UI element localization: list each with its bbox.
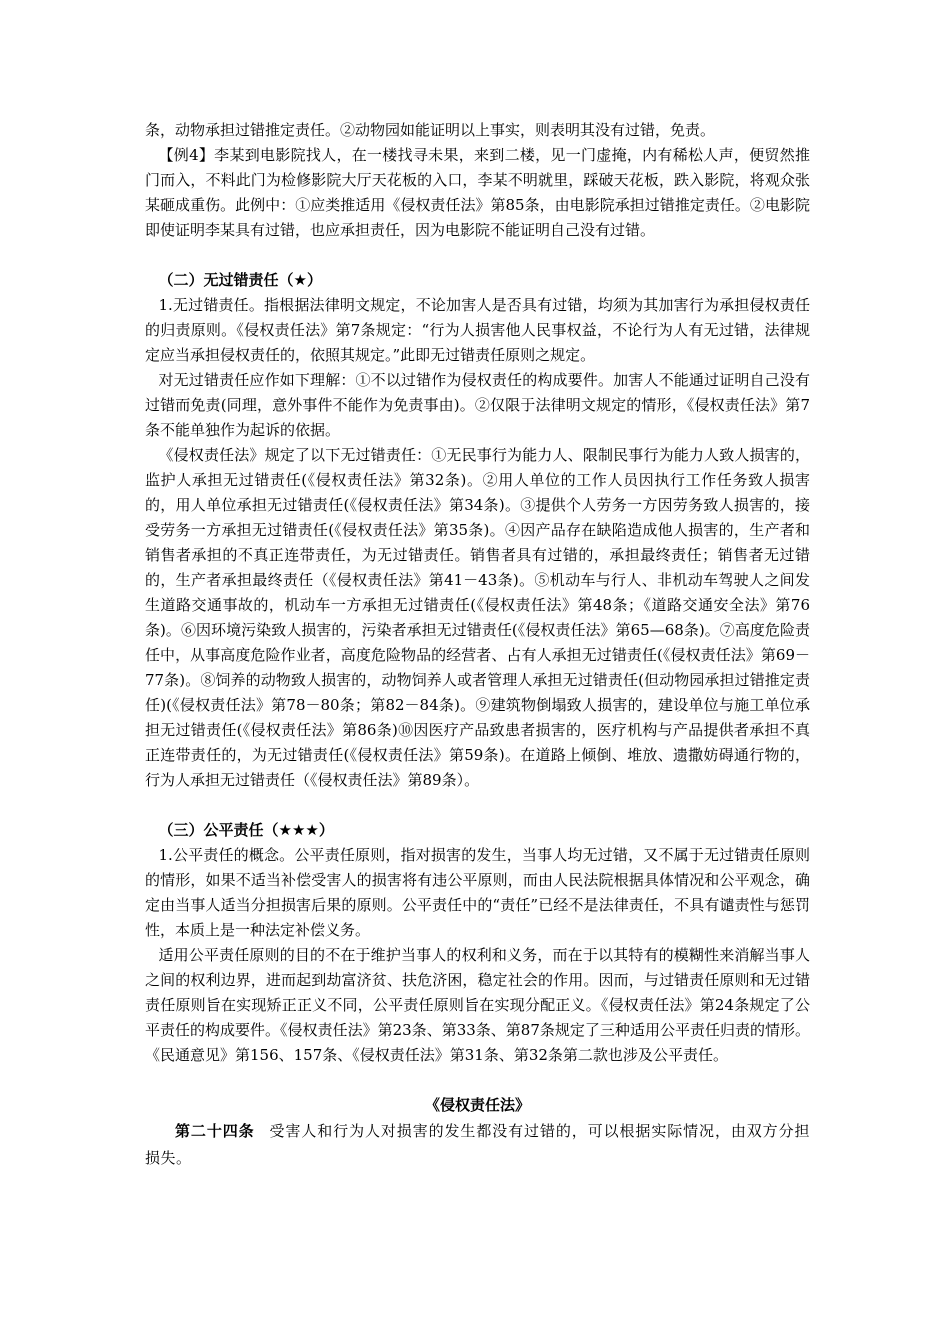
- article-text: 受害人和行为人对损害的发生都没有过错的，可以根据实际情况，由双方分担损失。: [145, 1122, 810, 1167]
- spacer: [145, 243, 810, 268]
- law-article: [145, 1118, 810, 1172]
- spacer: [145, 793, 810, 818]
- paragraph-no-fault-understanding: 对无过错责任应作如下理解：①不以过错作为侵权责任的构成要件。加害人不能通过证明自己没有过错而免责(同理，意外事件不能作为免责事由)。②仅限于法律明文规定的情形，《侵权责任法》第7条不能单独作为起诉的依据。: [145, 371, 810, 439]
- article-number: 第二十四条: [175, 1122, 255, 1140]
- section-heading-fair-liability: （三）公平责任（★★★）: [158, 821, 334, 839]
- paragraph-fair-liability-concept: 1.公平责任的概念。公平责任原则，指对损害的发生，当事人均无过错，又不属于无过错责任原则的情形，如果不适当补偿受害人的损害将有违公平原则，而由人民法院根据具体情况和公平观念，确定由当事人适当分担损害后果的原则。公平责任中的“责任”已经不是法律责任，不具有谴责性与惩罚性，本质上是一种法定补偿义务。: [145, 846, 810, 939]
- paragraph-no-fault-definition: 1.无过错责任。指根据法律明文规定，不论加害人是否具有过错，均须为其加害行为承担侵权责任的归责原则。《侵权责任法》第7条规定：“行为人损害他人民事权益，不论行为人有无过错，法律规定应当承担侵权责任的，依照其规定。”此即无过错责任原则之规定。: [145, 296, 810, 364]
- paragraph-example-4: 【例4】李某到电影院找人，在一楼找寻未果，来到二楼，见一门虚掩，内有稀松人声，便贸然推门而入，不料此门为检修影院大厅天花板的入口，李某不明就里，踩破天花板，跌入影院，将观众张某砸成重伤。此例中：①应类推适用《侵权责任法》第85条，由电影院承担过错推定责任。②电影院即使证明李某具有过错，也应承担责任，因为电影院不能证明自己没有过错。: [145, 146, 810, 239]
- section-heading-no-fault-liability: （二）无过错责任（★）: [158, 271, 322, 289]
- paragraph-no-fault-list: 《侵权责任法》规定了以下无过错责任：①无民事行为能力人、限制民事行为能力人致人损害的，监护人承担无过错责任(《侵权责任法》第32条)。②用人单位的工作人员因执行工作任务致人损害的，用人单位承担无过错责任(《侵权责任法》第34条)。③提供个人劳务一方因劳务致人损害的，接受劳务一方承担无过错责任(《侵权责任法》第35条)。④因产品存在缺陷造成他人损害的，生产者和销售者承担的不真正连带责任，为无过错责任。销售者具有过错的，承担最终责任；销售者无过错的，生产者承担最终责任（《侵权责任法》第41－43条)。⑤机动车与行人、非机动车驾驶人之间发生道路交通事故的，机动车一方承担无过错责任(《侵权责任法》第48条；《道路交通安全法》第76条)。⑥因环境污染致人损害的，污染者承担无过错责任(《侵权责任法》第65—68条)。⑦高度危险责任中，从事高度危险作业者，高度危险物品的经营者、占有人承担无过错责任(《侵权责任法》第69－77条)。⑧饲养的动物致人损害的，动物饲养人或者管理人承担无过错责任(但动物园承担过错推定责任)(《侵权责任法》第78－80条；第82－84条)。⑨建筑物倒塌致人损害的，建设单位与施工单位承担无过错责任(《侵权责任法》第86条)⑩因医疗产品致患者损害的，医疗机构与产品提供者承担不真正连带责任的，为无过错责任(《侵权责任法》第59条)。在道路上倾倒、堆放、遗撒妨碍通行物的，行为人承担无过错责任（《侵权责任法》第89条）。: [145, 446, 810, 789]
- document-body: [145, 118, 810, 1172]
- paragraph-continuation: 条，动物承担过错推定责任。②动物园如能证明以上事实，则表明其没有过错，免责。: [145, 121, 716, 139]
- spacer: [145, 1068, 810, 1093]
- law-title: 《侵权责任法》: [424, 1096, 530, 1114]
- paragraph-fair-liability-purpose: 适用公平责任原则的目的不在于维护当事人的权利和义务，而在于以其特有的模糊性来消解当事人之间的权利边界，进而起到劫富济贫、扶危济困，稳定社会的作用。因而，与过错责任原则和无过错责任原则旨在实现矫正正义不同，公平责任原则旨在实现分配正义。《侵权责任法》第24条规定了公平责任的构成要件。《侵权责任法》第23条、第33条、第87条规定了三种适用公平责任归责的情形。《民通意见》第156、157条、《侵权责任法》第31条、第32条第二款也涉及公平责任。: [145, 946, 810, 1064]
